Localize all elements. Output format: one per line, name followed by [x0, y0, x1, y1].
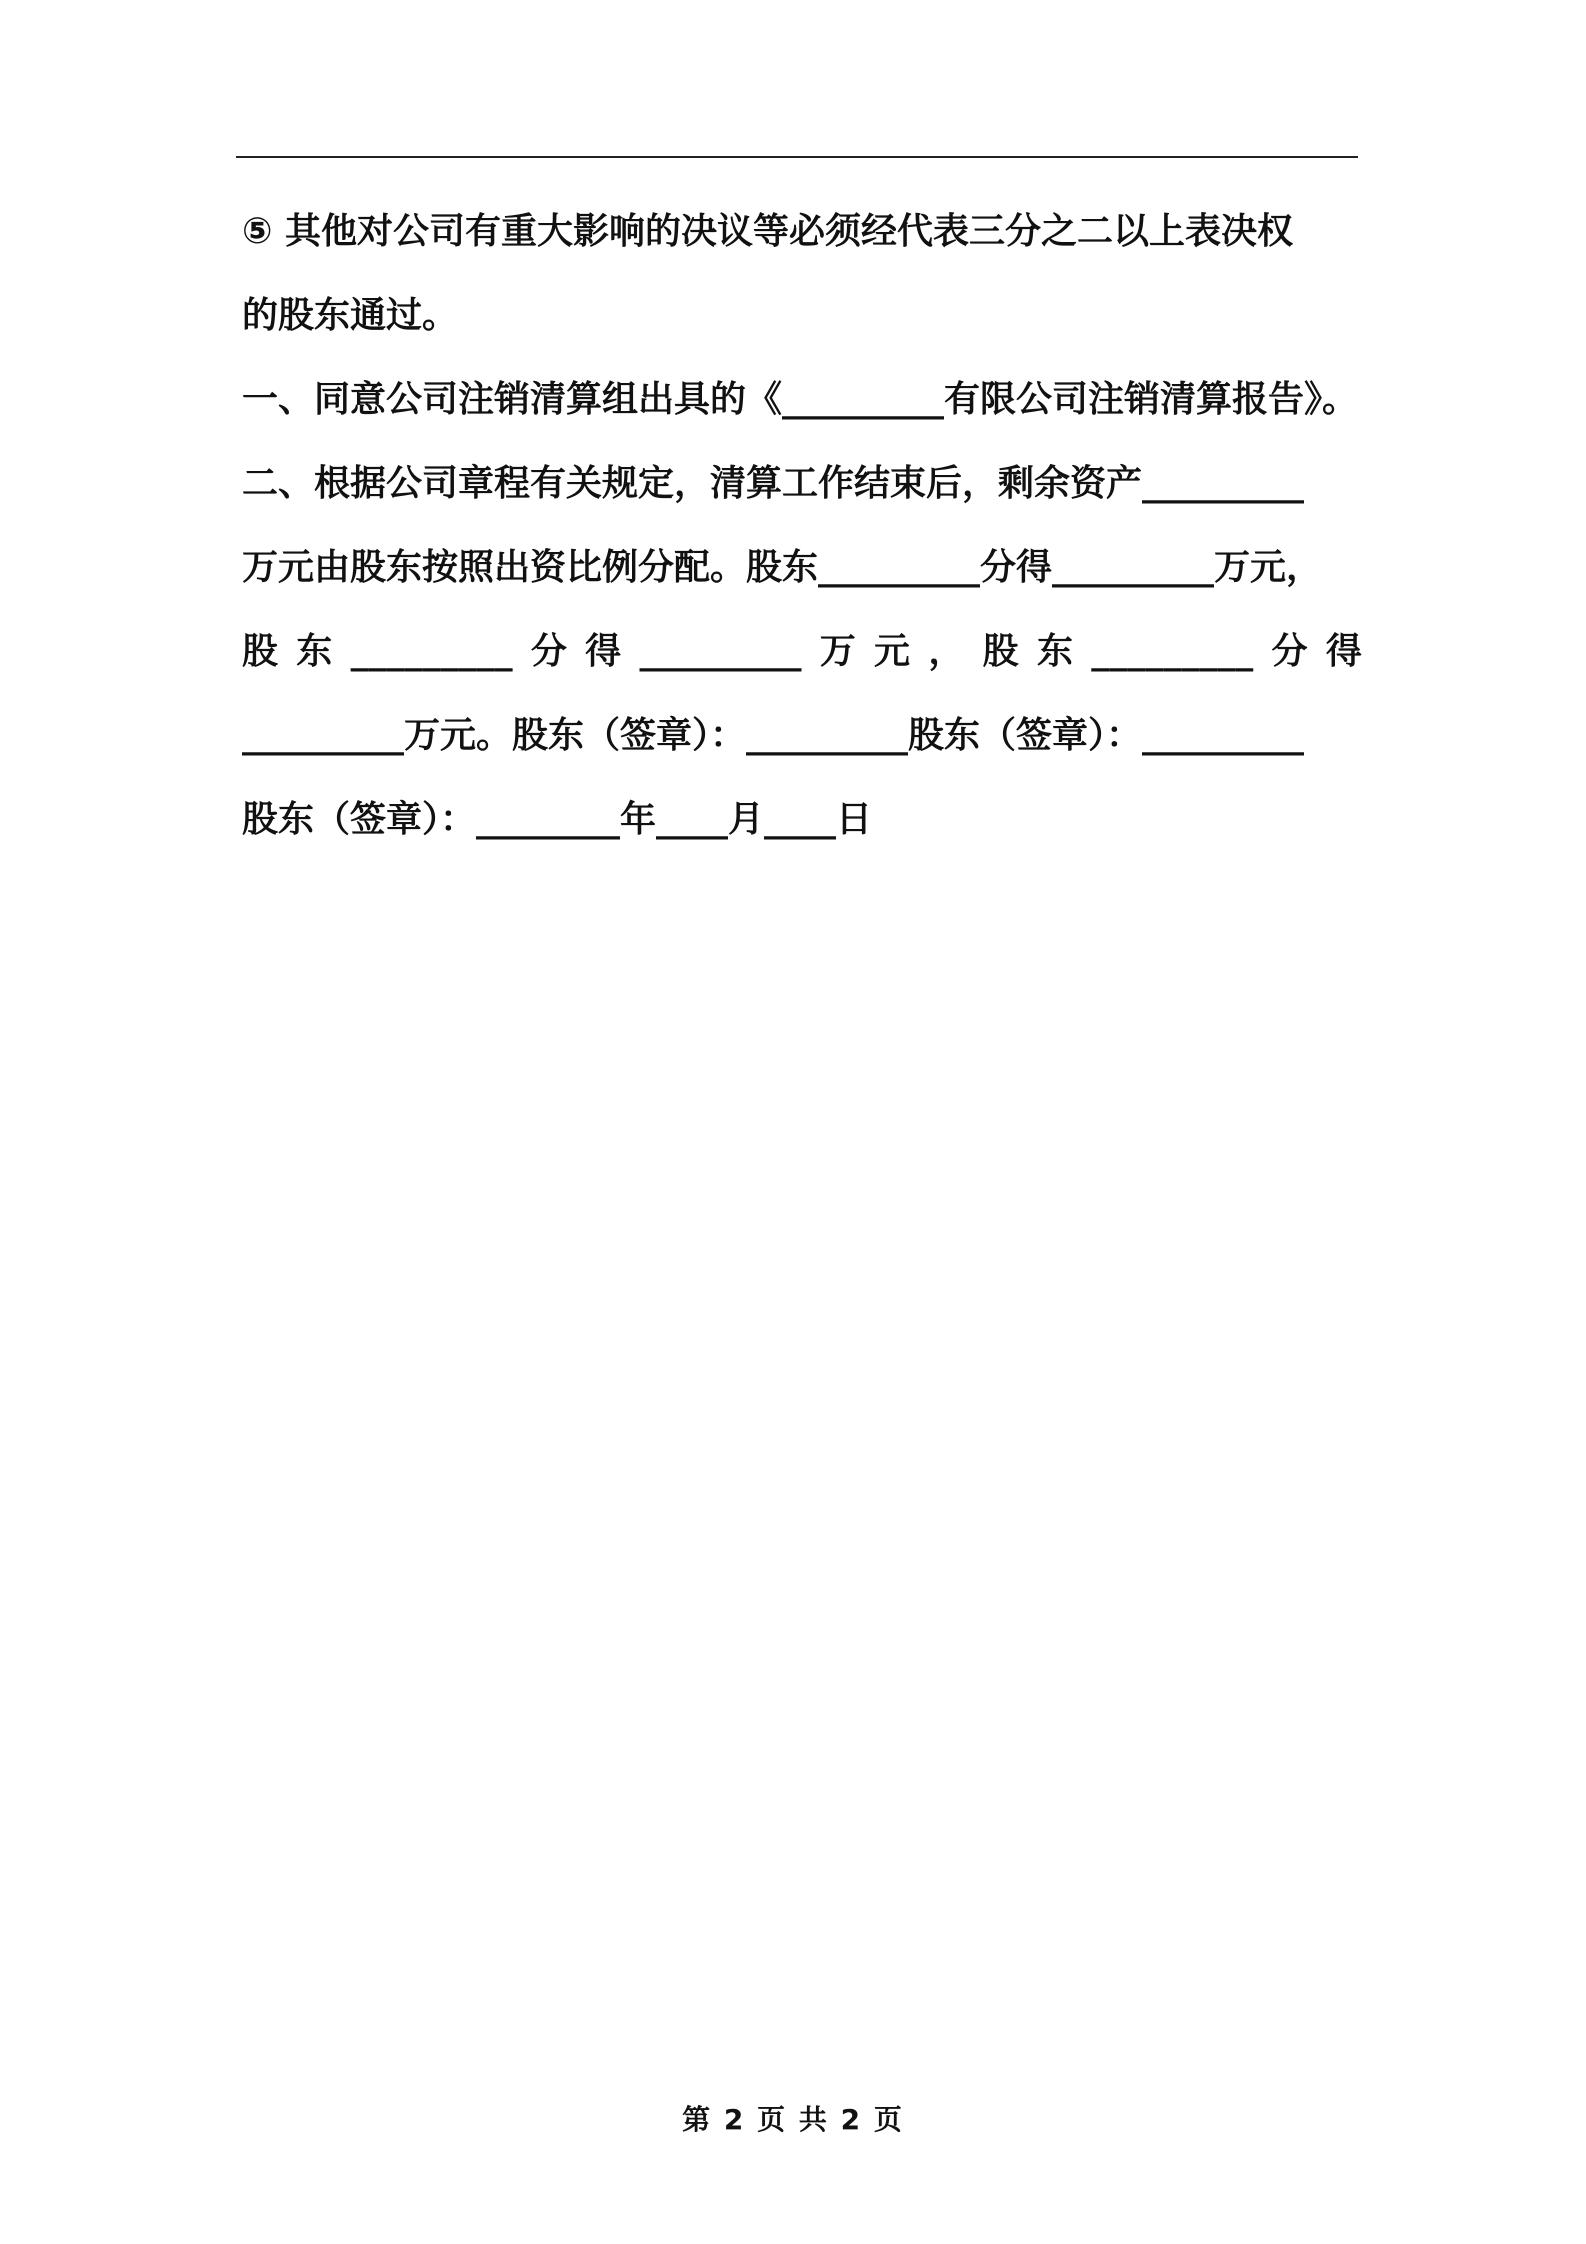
item-2-line-3 [242, 610, 1362, 694]
item-2-line-1: 二、根据公司章程有关规定，清算工作结束后，剩余资产_________ [242, 463, 1305, 504]
blank-field: _________ [1091, 631, 1254, 672]
text-segment: 得 [1325, 631, 1362, 672]
blank-field: _________ [350, 631, 513, 672]
item-1-line: 一、同意公司注销清算组出具的《_________有限公司注销清算报告》。 [242, 379, 1359, 420]
text-segment: 东 [296, 631, 333, 672]
item-2-line-2: 万元由股东按照出资比例分配。股东_________分得_________万元， [242, 547, 1323, 588]
item-2-line-4: _________万元。股东（签章）：_________股东（签章）：_________ [242, 715, 1305, 756]
paragraph-5-line-1: ⑤ 其他对公司有重大影响的决议等必须经代表三分之二以上表决权 [242, 211, 1294, 252]
text-segment: 得 [585, 631, 622, 672]
page-footer: 第 2 页 共 2 页 [682, 2103, 904, 2136]
paragraph-5-line-2: 的股东通过。 [242, 295, 459, 336]
text-segment: ， [928, 631, 965, 672]
text-segment: 分 [1271, 631, 1308, 672]
blank-field: _________ [639, 631, 802, 672]
text-segment: 万 [819, 631, 856, 672]
document-body [242, 190, 1362, 862]
text-segment: 股 [242, 631, 279, 672]
item-2-line-5: 股东（签章）：________年____月____日 [242, 799, 873, 840]
text-segment: 东 [1036, 631, 1073, 672]
text-segment: 元 [874, 631, 911, 672]
text-segment: 股 [982, 631, 1019, 672]
text-segment: 分 [530, 631, 567, 672]
header-rule [236, 156, 1358, 158]
